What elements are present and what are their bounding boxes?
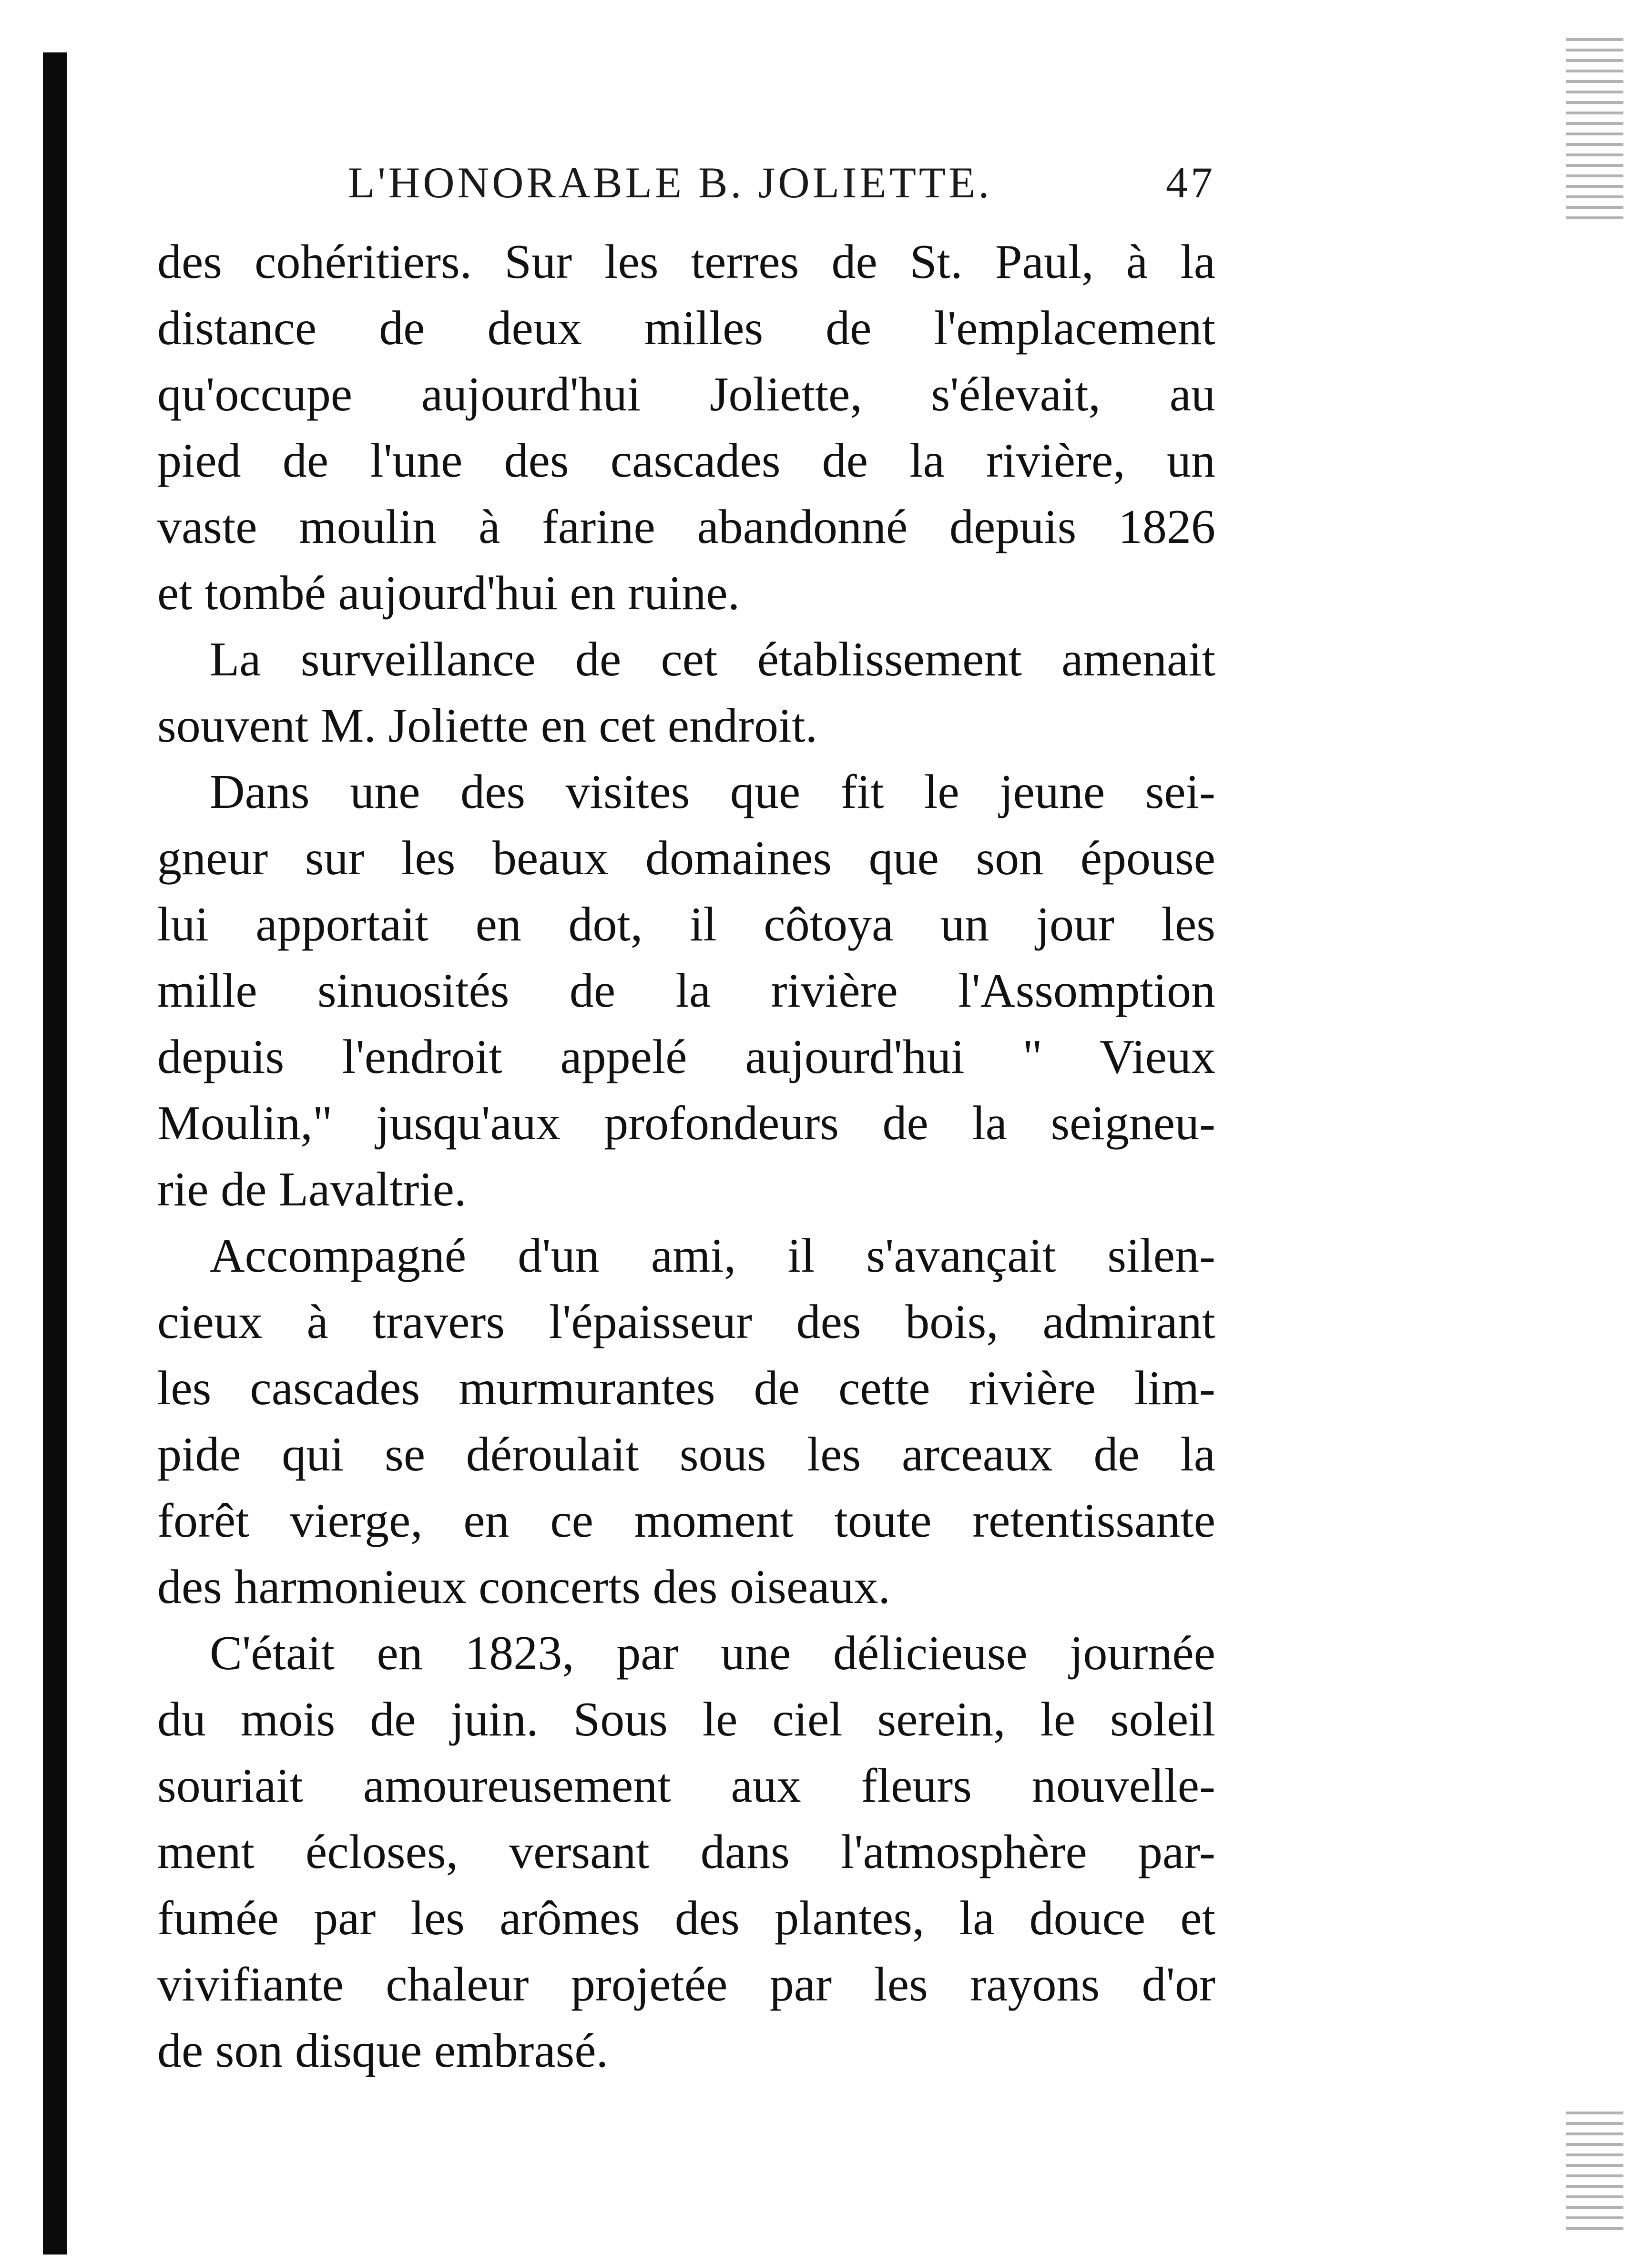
text-line: depuis l'endroit appelé aujourd'hui " Vieux <box>157 1030 1215 1084</box>
text-line: cieux à travers l'épaisseur des bois, admirant <box>157 1295 1215 1349</box>
book-page <box>157 157 1215 2084</box>
text-line: les cascades murmurantes de cette rivière lim- <box>157 1361 1215 1415</box>
running-head: L'HONORABLE B. JOLIETTE. <box>348 158 992 207</box>
scan-noise-top <box>1566 38 1623 219</box>
text-line: ment écloses, versant dans l'atmosphère par- <box>157 1825 1215 1879</box>
text-line: du mois de juin. Sous le ciel serein, le soleil <box>157 1693 1215 1746</box>
text-line: souriait amoureusement aux fleurs nouvelle- <box>157 1759 1215 1813</box>
text-line: La surveillance de cet établissement amenait <box>210 633 1215 686</box>
text-line: et tombé aujourd'hui en ruine. <box>157 566 740 620</box>
text-line: des harmonieux concerts des oiseaux. <box>157 1560 891 1614</box>
text-line: souvent M. Joliette en cet endroit. <box>157 699 818 753</box>
paragraph <box>157 229 1215 626</box>
text-line: mille sinuosités de la rivière l'Assomption <box>157 964 1215 1018</box>
text-line: forêt vierge, en ce moment toute retentissante <box>157 1494 1215 1548</box>
text-line: Moulin," jusqu'aux profondeurs de la seigneu- <box>157 1096 1215 1150</box>
text-line: Accompagné d'un ami, il s'avançait silen- <box>210 1229 1215 1283</box>
text-line: des cohéritiers. Sur les terres de St. Paul, à la <box>157 235 1215 289</box>
paragraph <box>157 1620 1215 2084</box>
paragraph <box>157 759 1215 1223</box>
text-line: pide qui se déroulait sous les arceaux de la <box>157 1428 1215 1481</box>
text-line: C'était en 1823, par une délicieuse journée <box>210 1626 1215 1680</box>
scan-noise-bottom <box>1566 2112 1623 2235</box>
text-line: fumée par les arômes des plantes, la douce et <box>157 1891 1215 1945</box>
text-line: Dans une des visites que fit le jeune sei- <box>210 765 1215 819</box>
page-number: 47 <box>1166 158 1215 207</box>
scan-binding-edge <box>43 52 67 2255</box>
body-text <box>157 229 1215 2084</box>
page-header <box>157 157 1215 229</box>
text-line: lui apportait en dot, il côtoya un jour les <box>157 898 1215 951</box>
paragraph <box>157 626 1215 759</box>
text-line: vivifiante chaleur projetée par les rayons d'or <box>157 1958 1215 2011</box>
text-line: vaste moulin à farine abandonné depuis 1826 <box>157 500 1215 554</box>
text-line: gneur sur les beaux domaines que son épouse <box>157 831 1215 885</box>
text-line: de son disque embrasé. <box>157 2024 609 2078</box>
text-line: distance de deux milles de l'emplacement <box>157 301 1215 355</box>
text-line: pied de l'une des cascades de la rivière, un <box>157 434 1215 488</box>
text-line: qu'occupe aujourd'hui Joliette, s'élevait, au <box>157 367 1215 421</box>
paragraph <box>157 1223 1215 1620</box>
text-line: rie de Lavaltrie. <box>157 1163 467 1216</box>
